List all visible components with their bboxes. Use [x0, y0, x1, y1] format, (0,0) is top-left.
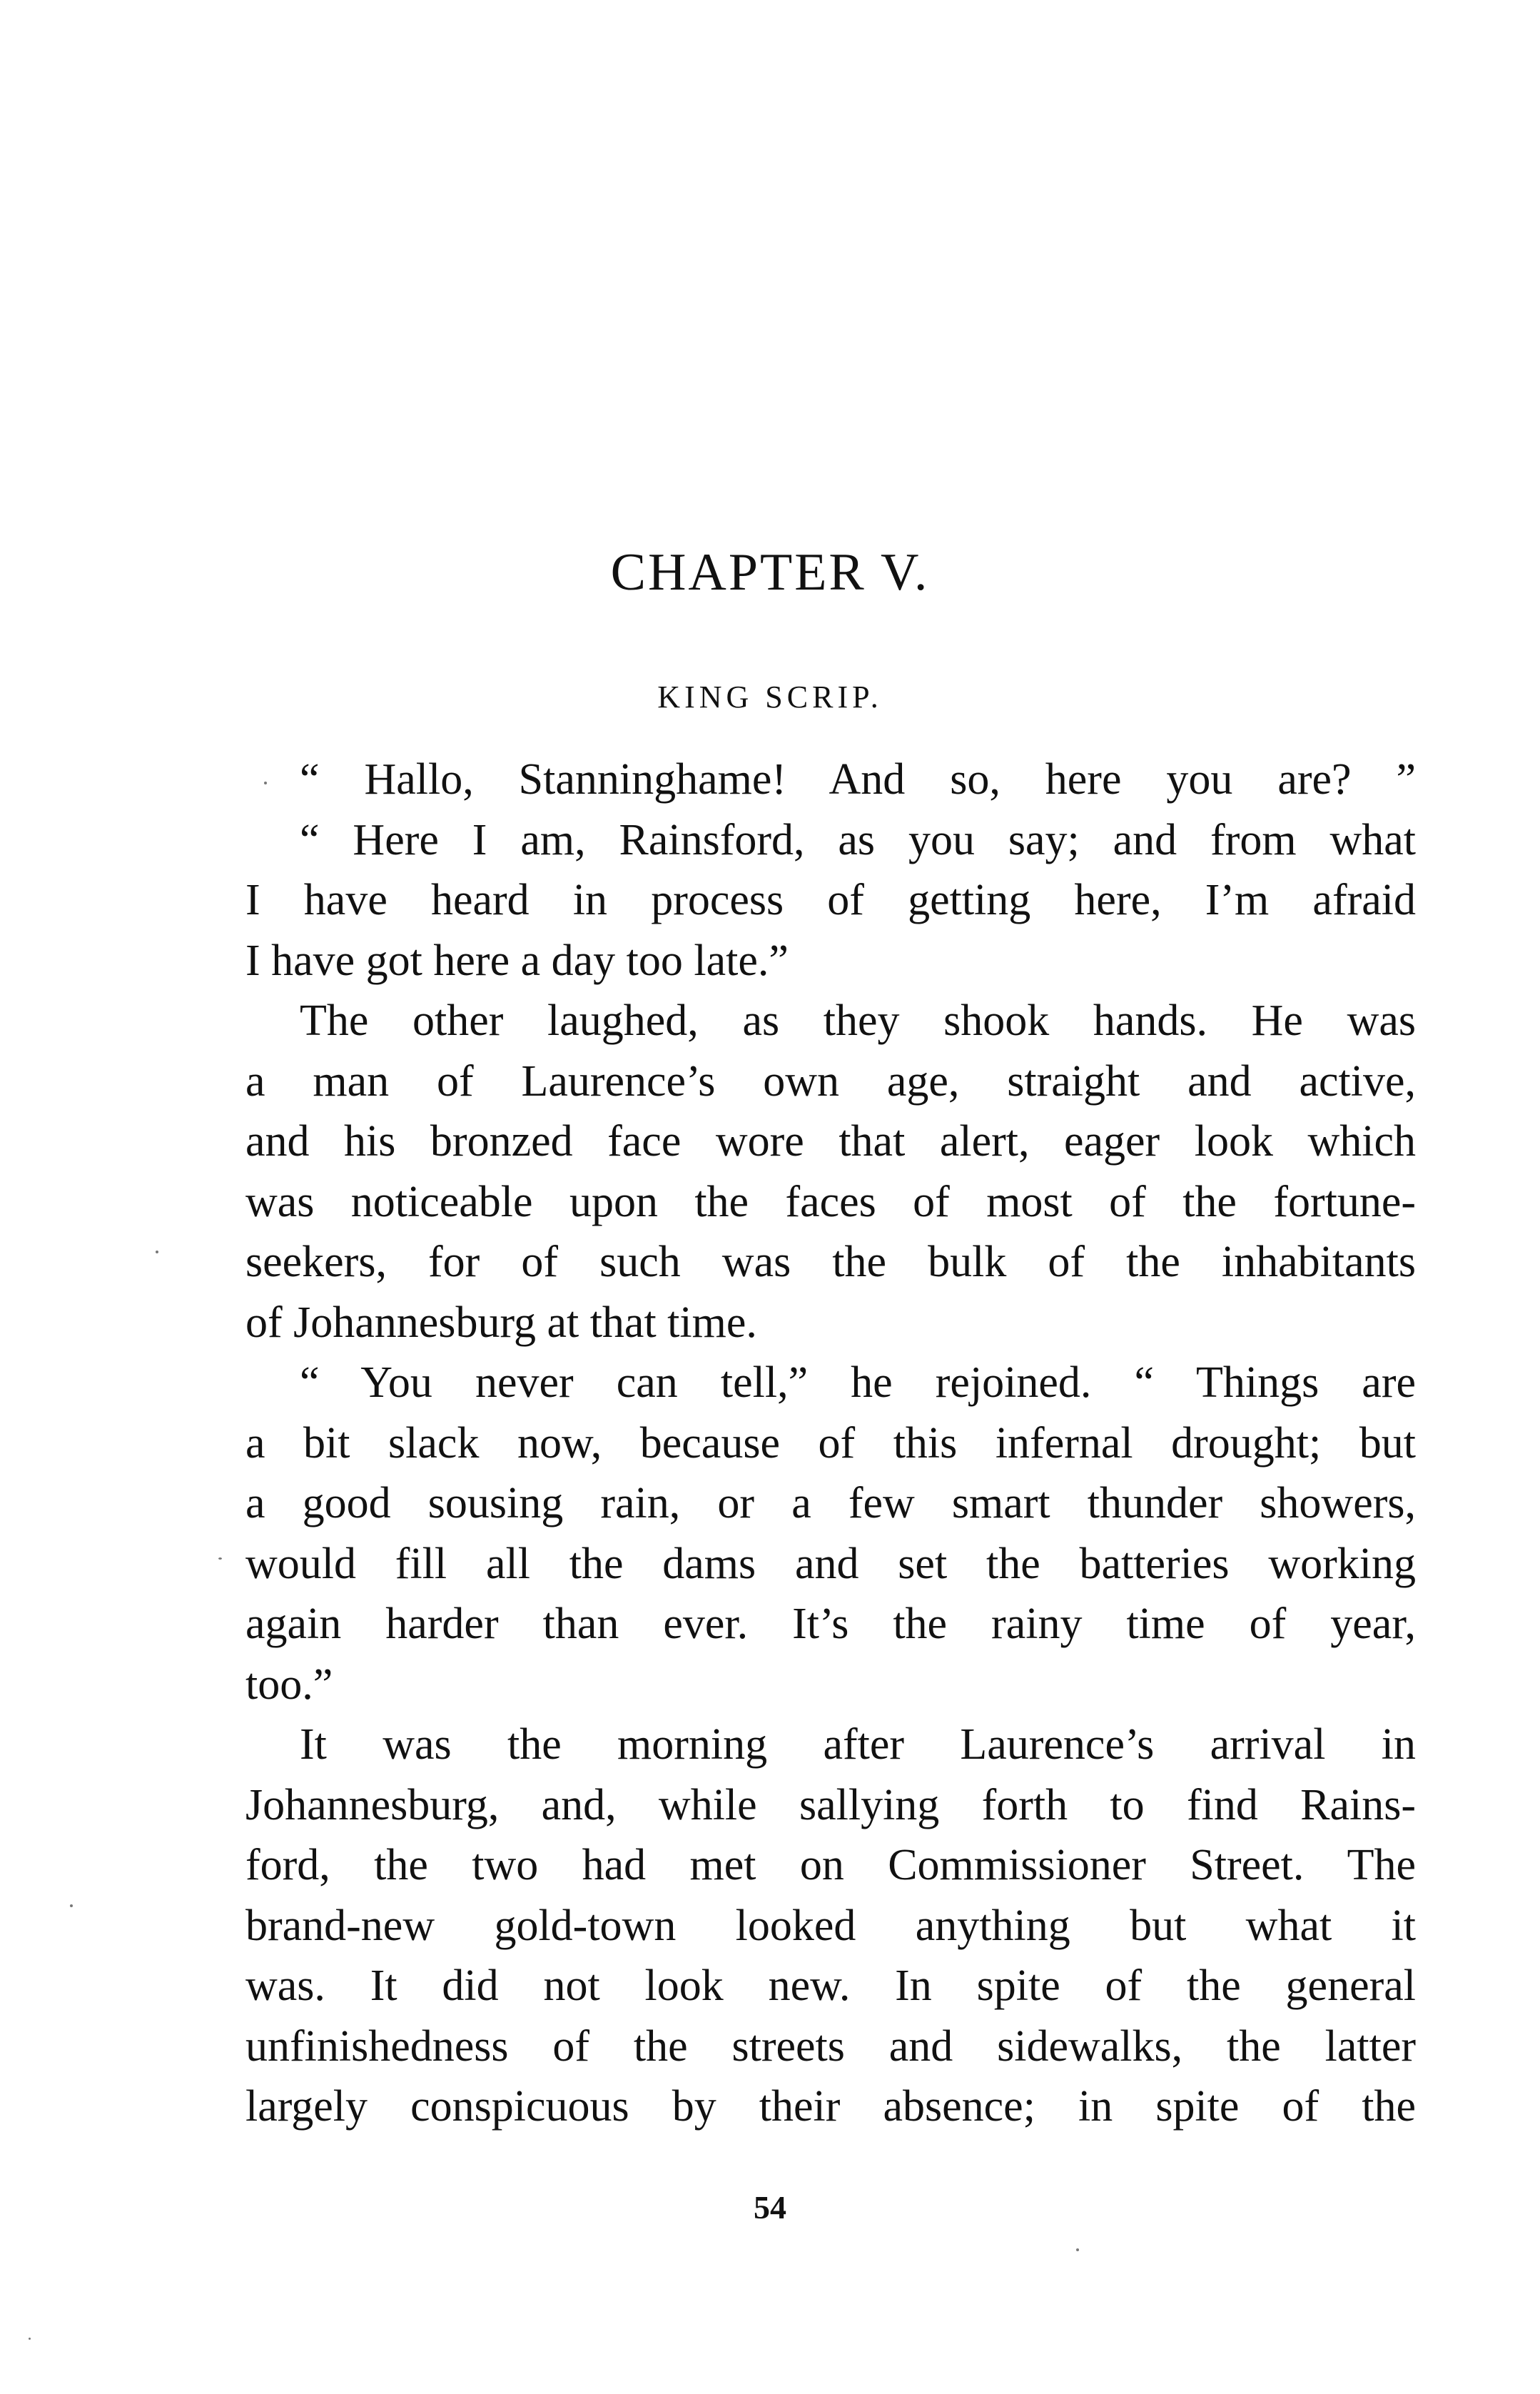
chapter-title: CHAPTER V.: [610, 543, 930, 602]
page-number: 54: [754, 2189, 786, 2226]
scan-speck: [29, 2338, 31, 2340]
text-line: a man of Laurence’s own age, straight and active,: [245, 1056, 1416, 1106]
text-line: “ Hallo, Stanninghame! And so, here you are? ”: [300, 755, 1416, 804]
text-line: and his bronzed face wore that alert, eager look which: [245, 1117, 1416, 1166]
text-line: largely conspicuous by their absence; in spite of the: [245, 2082, 1416, 2131]
text-line: I have got here a day too late.”: [245, 936, 789, 985]
text-line: The other laughed, as they shook hands. He was: [300, 996, 1416, 1045]
scan-speck: [1076, 2248, 1079, 2251]
scan-speck: [156, 1251, 158, 1253]
text-line: a good sousing rain, or a few smart thunder showers,: [245, 1479, 1416, 1527]
text-line: “ You never can tell,” he rejoined. “ Things are: [300, 1358, 1416, 1407]
text-line: again harder than ever. It’s the rainy time of year,: [245, 1600, 1416, 1648]
body-text: [245, 749, 1416, 2137]
text-line: a bit slack now, because of this infernal drought; but: [245, 1418, 1416, 1468]
text-line: ford, the two had met on Commissioner Street. The: [245, 1841, 1416, 1889]
scan-speck: [264, 782, 267, 784]
text-line: was. It did not look new. In spite of the general: [245, 1961, 1416, 2010]
text-line: was noticeable upon the faces of most of the fortune-: [245, 1177, 1416, 1226]
text-line: unfinishedness of the streets and sidewalks, the latter: [245, 2021, 1416, 2071]
text-line: brand-new gold-town looked anything but what it: [245, 1901, 1416, 1950]
text-line: Johannesburg, and, while sallying forth to find Rains-: [245, 1780, 1416, 1829]
text-line: too.”: [245, 1660, 333, 1709]
text-line: of Johannesburg at that time.: [245, 1298, 757, 1347]
text-line: would fill all the dams and set the batteries working: [245, 1539, 1416, 1588]
text-line: I have heard in process of getting here, I’m afraid: [245, 876, 1416, 924]
scan-speck: [218, 1557, 222, 1560]
chapter-subtitle: KING SCRIP.: [657, 680, 883, 714]
text-line: It was the morning after Laurence’s arrival in: [300, 1720, 1416, 1769]
scan-speck: [70, 1904, 73, 1907]
text-line: seekers, for of such was the bulk of the inhabitants: [245, 1238, 1416, 1286]
text-line: “ Here I am, Rainsford, as you say; and from what: [300, 815, 1416, 864]
